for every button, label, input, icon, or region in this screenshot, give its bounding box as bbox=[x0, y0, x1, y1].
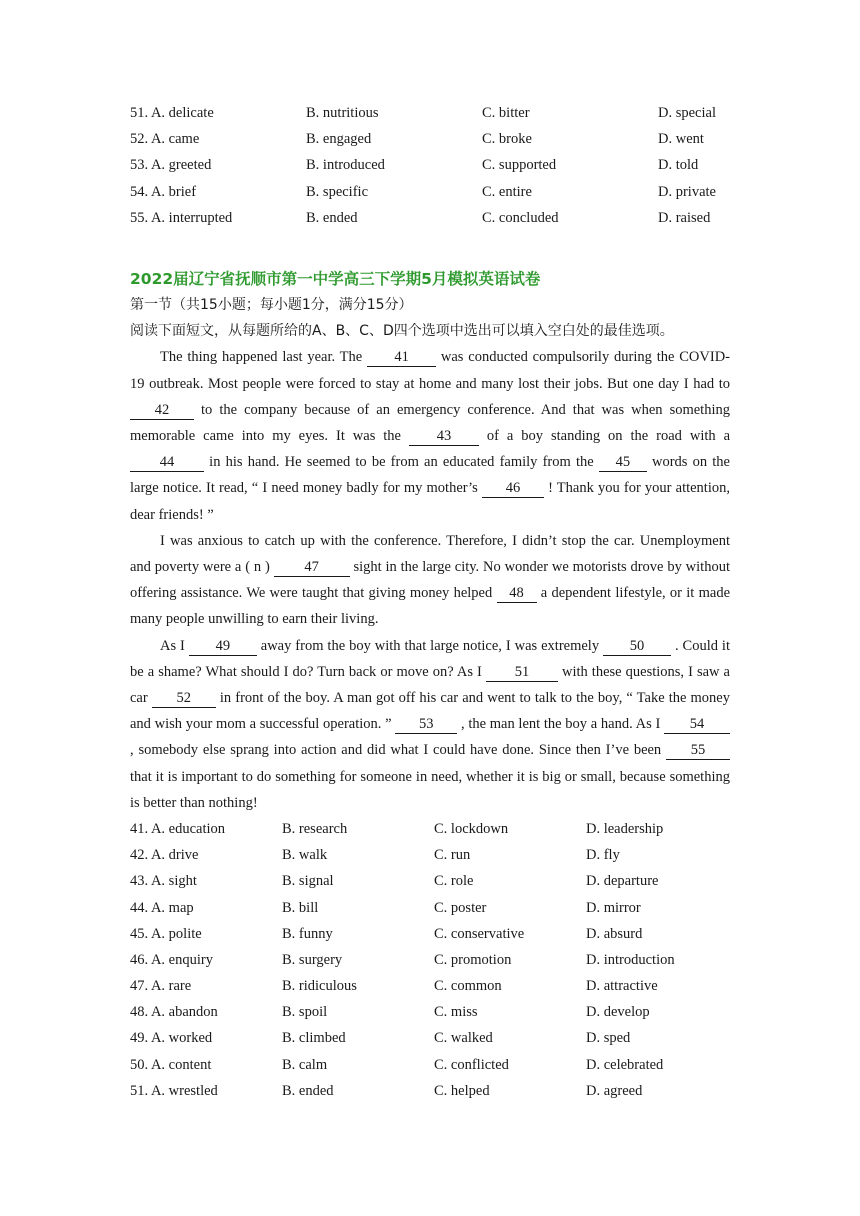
option-b: B. ended bbox=[306, 209, 358, 226]
option-b: B. calm bbox=[282, 1056, 328, 1073]
option-a: 55. A. interrupted bbox=[130, 209, 233, 226]
section-title: 2022届辽宁省抚顺市第一中学高三下学期5月模拟英语试卷 bbox=[130, 269, 541, 288]
option-b: B. climbed bbox=[282, 1030, 346, 1047]
passage-text: away from the boy with that large notice, I was extremely bbox=[256, 637, 604, 654]
blank-44: 44 bbox=[130, 453, 204, 472]
option-a: 51. A. delicate bbox=[130, 105, 214, 121]
option-c: C. lockdown bbox=[434, 820, 509, 837]
blank-45: 45 bbox=[599, 453, 647, 472]
option-b: B. walk bbox=[282, 847, 328, 864]
option-b: B. research bbox=[282, 820, 348, 837]
option-a: 52. A. came bbox=[130, 131, 200, 148]
option-b: B. spoil bbox=[282, 1004, 328, 1021]
passage-text: to the company because of an emergency conference. And that was when something memorable came into my eyes. It was the bbox=[130, 401, 730, 444]
blank-55: 55 bbox=[666, 741, 730, 760]
passage-text: with these questions, I saw a car bbox=[130, 663, 730, 706]
option-c: C. walked bbox=[434, 1030, 493, 1047]
option-row bbox=[130, 947, 730, 973]
blank-43: 43 bbox=[409, 427, 479, 446]
option-row bbox=[130, 1025, 730, 1051]
option-a: 47. A. rare bbox=[130, 978, 192, 995]
blank-51: 51 bbox=[486, 663, 558, 682]
option-d: D. told bbox=[658, 157, 699, 174]
passage-paragraph-3 bbox=[130, 633, 730, 816]
passage-paragraph-2 bbox=[130, 528, 730, 633]
option-row bbox=[130, 973, 730, 999]
option-b: B. ridiculous bbox=[282, 978, 357, 995]
passage-text: was conducted compulsorily during the COVID-19 outbreak. Most people were forced to stay at home and many lost their jobs. But one day I had to bbox=[130, 349, 730, 392]
option-d: D. private bbox=[658, 183, 716, 200]
option-d: D. develop bbox=[586, 1004, 650, 1021]
passage-text: of a boy standing on the road with a bbox=[478, 427, 731, 444]
option-b: B. funny bbox=[282, 925, 333, 942]
section-instruction: 阅读下面短文，从每题所给的A、B、C、D四个选项中选出可以填入空白处的最佳选项。 bbox=[130, 323, 674, 340]
option-row bbox=[130, 179, 730, 205]
passage-text: in his hand. He seemed to be from an educated family from the bbox=[204, 454, 599, 471]
option-a: 48. A. abandon bbox=[130, 1004, 218, 1021]
option-row bbox=[130, 1052, 730, 1078]
passage-text: , somebody else sprang into action and did what I could have done. Since then I’ve been bbox=[130, 742, 666, 759]
option-a: 45. A. polite bbox=[130, 925, 202, 942]
blank-41: 41 bbox=[367, 348, 436, 367]
option-a: 50. A. content bbox=[130, 1056, 212, 1073]
option-d: D. departure bbox=[586, 873, 659, 890]
option-d: D. introduction bbox=[586, 951, 675, 968]
option-a: 53. A. greeted bbox=[130, 157, 212, 174]
option-d: D. raised bbox=[658, 209, 711, 226]
option-b: B. engaged bbox=[306, 131, 372, 148]
option-c: C. supported bbox=[482, 157, 557, 174]
option-a: 41. A. education bbox=[130, 820, 226, 837]
passage-text: sight in the large city. No wonder we motorists drove by without offering assistance. We were taught that giving money helped bbox=[130, 558, 730, 602]
passage-text: As I bbox=[160, 637, 189, 654]
passage-text: I was anxious to catch up with the conference. Therefore, I didn’t stop the car. Unemployment and poverty were a ( n ) bbox=[130, 532, 730, 575]
option-d: D. absurd bbox=[586, 925, 643, 942]
passage-text: , the man lent the boy a hand. As I bbox=[457, 716, 664, 733]
option-row bbox=[130, 152, 730, 178]
passage-paragraph-1 bbox=[130, 344, 730, 527]
option-c: C. common bbox=[434, 978, 502, 995]
option-d: D. agreed bbox=[586, 1082, 643, 1099]
option-a: 49. A. worked bbox=[130, 1030, 213, 1047]
passage-text: words on the large notice. It read, “ I need money badly for my mother’s bbox=[130, 454, 730, 497]
option-c: C. conservative bbox=[434, 925, 525, 942]
option-c: C. run bbox=[434, 847, 471, 864]
blank-53: 53 bbox=[395, 715, 457, 734]
option-row bbox=[130, 921, 730, 947]
option-a: 54. A. brief bbox=[130, 183, 197, 200]
option-d: D. mirror bbox=[586, 899, 641, 916]
option-a: 44. A. map bbox=[130, 899, 194, 916]
passage-text: The thing happened last year. The bbox=[160, 349, 368, 366]
option-a: 42. A. drive bbox=[130, 847, 199, 864]
option-a: 51. A. wrestled bbox=[130, 1082, 218, 1099]
option-b: B. bill bbox=[282, 899, 319, 916]
option-b: B. introduced bbox=[306, 157, 385, 174]
option-row bbox=[130, 816, 730, 842]
option-c: C. entire bbox=[482, 183, 532, 200]
blank-54: 54 bbox=[664, 715, 730, 734]
section-subtitle: 第一节（共15小题；每小题1分，满分15分） bbox=[130, 296, 413, 313]
option-row bbox=[130, 842, 730, 868]
options-table bbox=[130, 816, 730, 1104]
previous-options-table bbox=[130, 100, 730, 231]
option-c: C. role bbox=[434, 873, 474, 890]
option-c: C. broke bbox=[482, 131, 532, 148]
option-b: B. specific bbox=[306, 183, 369, 200]
option-row bbox=[130, 100, 730, 126]
option-a: 46. A. enquiry bbox=[130, 951, 213, 968]
option-d: D. fly bbox=[586, 847, 620, 864]
passage-text: that it is important to do something for someone in need, whether it is big or small, because something is better than nothing! bbox=[130, 768, 730, 811]
blank-52: 52 bbox=[152, 689, 216, 708]
option-b: B. signal bbox=[282, 873, 334, 890]
blank-42: 42 bbox=[130, 401, 194, 420]
document-page bbox=[130, 100, 730, 1104]
blank-48: 48 bbox=[497, 584, 537, 603]
option-d: D. attractive bbox=[586, 978, 658, 995]
option-b: B. ended bbox=[282, 1082, 334, 1099]
option-row bbox=[130, 999, 730, 1025]
option-c: C. miss bbox=[434, 1004, 478, 1021]
option-c: C. helped bbox=[434, 1082, 490, 1099]
option-c: C. bitter bbox=[482, 105, 530, 121]
passage-text: in front of the boy. A man got off his car and went to talk to the boy, “ Take the money and wish your mom a successful operation. ” bbox=[130, 689, 730, 733]
passage-text: . Could it be a shame? What should I do? Turn back or move on? As I bbox=[130, 637, 730, 680]
passage-text: a dependent lifestyle, or it made many people unwilling to earn their living. bbox=[130, 585, 731, 628]
blank-46: 46 bbox=[482, 479, 544, 498]
blank-47: 47 bbox=[274, 558, 350, 577]
option-b: B. nutritious bbox=[306, 105, 379, 121]
blank-49: 49 bbox=[189, 637, 257, 656]
option-row bbox=[130, 868, 730, 894]
option-c: C. concluded bbox=[482, 209, 559, 226]
option-c: C. poster bbox=[434, 899, 487, 916]
option-c: C. conflicted bbox=[434, 1056, 509, 1073]
passage-text: ! Thank you for your attention, dear friends! ” bbox=[130, 480, 730, 523]
blank-50: 50 bbox=[603, 637, 671, 656]
option-c: C. promotion bbox=[434, 951, 512, 968]
option-row bbox=[130, 1078, 730, 1104]
option-d: D. went bbox=[658, 131, 704, 148]
option-row bbox=[130, 205, 730, 231]
option-d: D. celebrated bbox=[586, 1056, 664, 1073]
option-row bbox=[130, 126, 730, 152]
option-row bbox=[130, 895, 730, 921]
option-a: 43. A. sight bbox=[130, 873, 197, 890]
option-d: D. special bbox=[658, 105, 716, 121]
option-d: D. leadership bbox=[586, 820, 664, 837]
option-b: B. surgery bbox=[282, 951, 343, 968]
option-d: D. sped bbox=[586, 1030, 631, 1047]
